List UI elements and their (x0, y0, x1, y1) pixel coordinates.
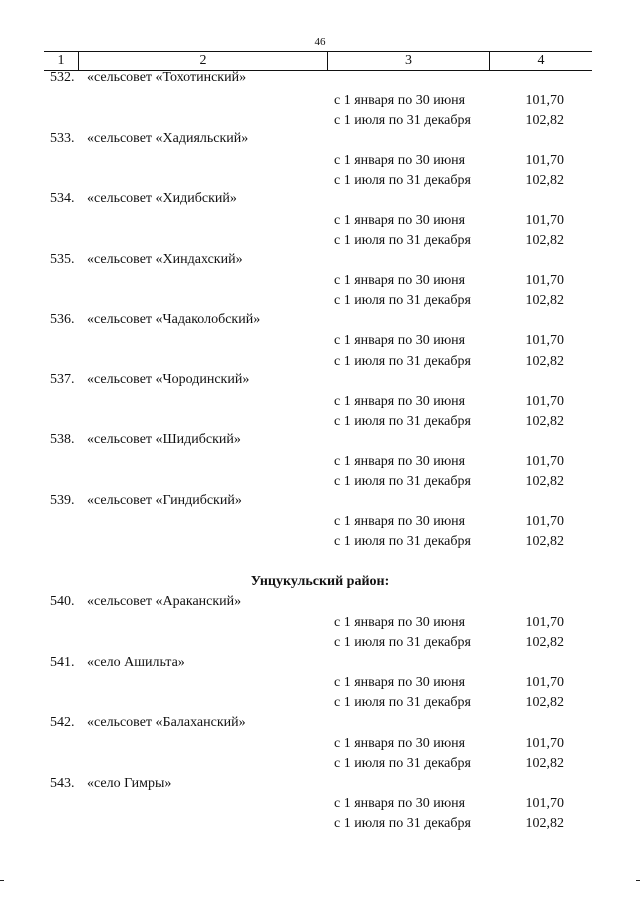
period-cell: с 1 июля по 31 декабря (334, 293, 471, 308)
entry-number: 534. (50, 191, 75, 206)
header-col-1: 1 (57, 53, 65, 68)
entry-name: «сельсовет «Хидибский» (87, 191, 237, 206)
entry-number: 537. (50, 372, 75, 387)
period-cell: с 1 июля по 31 декабря (334, 173, 471, 188)
entry-number: 532. (50, 70, 75, 85)
value-cell: 101,70 (525, 736, 564, 751)
entry-name: «сельсовет «Араканский» (87, 594, 242, 609)
value-cell: 101,70 (525, 615, 564, 630)
entry-name: «сельсовет «Хиндахский» (87, 252, 243, 267)
entry-name: «сельсовет «Тохотинский» (87, 70, 247, 85)
period-cell: с 1 января по 30 июня (334, 153, 466, 168)
period-cell: с 1 января по 30 июня (334, 273, 466, 288)
value-cell: 102,82 (525, 233, 564, 248)
period-cell: с 1 января по 30 июня (334, 394, 466, 409)
entry-name: «сельсовет «Шидибский» (87, 432, 241, 447)
entry-name: «сельсовет «Гиндибский» (87, 493, 242, 508)
period-cell: с 1 января по 30 июня (334, 615, 466, 630)
entry-name: «село Гимры» (87, 776, 172, 791)
period-cell: с 1 июля по 31 декабря (334, 414, 471, 429)
value-cell: 102,82 (525, 293, 564, 308)
value-cell: 102,82 (525, 414, 564, 429)
value-cell: 102,82 (525, 635, 564, 650)
period-cell: с 1 июля по 31 декабря (334, 354, 471, 369)
entry-number: 538. (50, 432, 75, 447)
value-cell: 102,82 (525, 173, 564, 188)
period-cell: с 1 июля по 31 декабря (334, 113, 471, 128)
period-cell: с 1 июля по 31 декабря (334, 635, 471, 650)
entry-number: 535. (50, 252, 75, 267)
value-cell: 102,82 (525, 534, 564, 549)
period-cell: с 1 января по 30 июня (334, 675, 466, 690)
period-cell: с 1 января по 30 июня (334, 514, 466, 529)
value-cell: 101,70 (525, 454, 564, 469)
value-cell: 101,70 (525, 796, 564, 811)
value-cell: 101,70 (525, 153, 564, 168)
value-cell: 101,70 (525, 273, 564, 288)
value-cell: 102,82 (525, 354, 564, 369)
period-cell: с 1 июля по 31 декабря (334, 756, 471, 771)
scan-mark (0, 880, 4, 881)
value-cell: 101,70 (525, 213, 564, 228)
table-header (44, 51, 592, 71)
entry-name: «сельсовет «Чадаколобский» (87, 312, 261, 327)
period-cell: с 1 января по 30 июня (334, 454, 466, 469)
entry-number: 542. (50, 715, 75, 730)
entry-number: 536. (50, 312, 75, 327)
entry-number: 539. (50, 493, 75, 508)
period-cell: с 1 июля по 31 декабря (334, 474, 471, 489)
header-col-4: 4 (489, 52, 592, 70)
period-cell: с 1 июля по 31 декабря (334, 695, 471, 710)
value-cell: 102,82 (525, 816, 564, 831)
value-cell: 101,70 (525, 514, 564, 529)
entry-name: «сельсовет «Чородинский» (87, 372, 250, 387)
entry-number: 540. (50, 594, 75, 609)
entry-name: «село Ашильта» (87, 655, 185, 670)
value-cell: 102,82 (525, 113, 564, 128)
value-cell: 102,82 (525, 756, 564, 771)
value-cell: 102,82 (525, 474, 564, 489)
entry-name: «сельсовет «Хадияльский» (87, 131, 249, 146)
period-cell: с 1 июля по 31 декабря (334, 534, 471, 549)
period-cell: с 1 июля по 31 декабря (334, 816, 471, 831)
value-cell: 101,70 (525, 675, 564, 690)
value-cell: 102,82 (525, 695, 564, 710)
period-cell: с 1 января по 30 июня (334, 333, 466, 348)
value-cell: 101,70 (525, 93, 564, 108)
entry-number: 533. (50, 131, 75, 146)
period-cell: с 1 января по 30 июня (334, 736, 466, 751)
period-cell: с 1 января по 30 июня (334, 213, 466, 228)
entry-number: 541. (50, 655, 75, 670)
scan-mark (636, 880, 640, 881)
period-cell: с 1 января по 30 июня (334, 93, 466, 108)
value-cell: 101,70 (525, 333, 564, 348)
period-cell: с 1 января по 30 июня (334, 796, 466, 811)
page-number: 46 (314, 36, 326, 48)
entry-name: «сельсовет «Балаханский» (87, 715, 246, 730)
value-cell: 101,70 (525, 394, 564, 409)
district-heading: Унцукульский район: (250, 574, 390, 589)
header-col-3: 3 (327, 52, 489, 70)
entry-number: 543. (50, 776, 75, 791)
period-cell: с 1 июля по 31 декабря (334, 233, 471, 248)
header-col-2: 2 (78, 52, 327, 70)
